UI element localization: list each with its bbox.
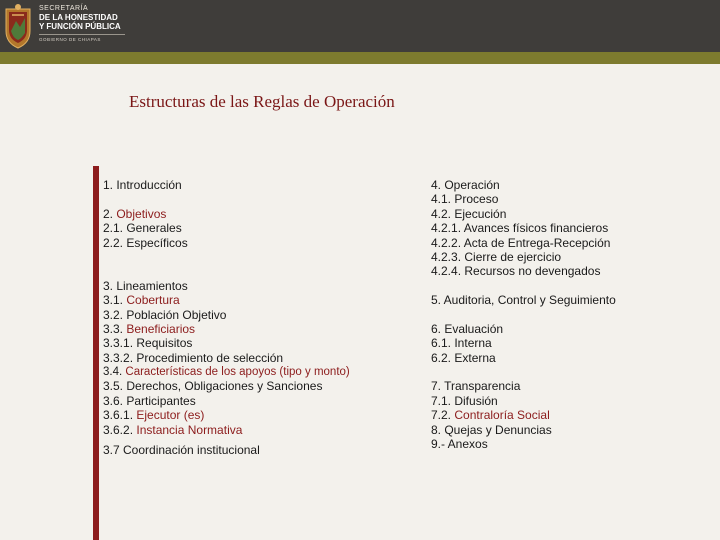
outline-item: 6. Evaluación <box>431 321 504 336</box>
brand-divider <box>39 34 125 35</box>
outline-highlight: Objetivos <box>116 206 167 221</box>
outline-highlight: Contraloría Social <box>454 408 550 423</box>
outline-item: 5. Auditoria, Control y Seguimiento <box>431 293 616 308</box>
left-outline-column <box>103 178 403 457</box>
outline-item: 3.2. Población Objetivo <box>103 307 227 322</box>
outline-highlight: Ejecutor (es) <box>136 408 205 423</box>
outline-item <box>103 207 403 221</box>
outline-item: 9.- Anexos <box>431 437 488 452</box>
outline-number: 3.6.1. <box>103 408 137 423</box>
left-accent-bar <box>93 166 99 540</box>
outline-number: 3.4. <box>103 366 126 379</box>
outline-item: 3.6. Participantes <box>103 393 196 408</box>
outline-item: 4.2.1. Avances físicos financieros <box>431 221 609 236</box>
outline-item: 4.2.3. Cierre de ejercicio <box>431 249 562 264</box>
outline-number: 3.3. <box>103 321 127 336</box>
outline-number: 7.2. <box>431 408 455 423</box>
brand-line-4: GOBIERNO DE CHIAPAS <box>39 37 101 42</box>
outline-number: 3.6.2. <box>103 422 137 437</box>
outline-item: 4.2. Ejecución <box>431 206 507 221</box>
state-seal-icon <box>3 3 33 49</box>
right-outline-column <box>431 178 711 451</box>
outline-item: 6.2. Externa <box>431 350 496 365</box>
outline-item: 8. Quejas y Denuncias <box>431 422 552 437</box>
brand-line-2: DE LA HONESTIDAD <box>39 13 118 22</box>
outline-item: 3.5. Derechos, Obligaciones y Sanciones <box>103 379 323 394</box>
outline-item: 3. Lineamientos <box>103 278 188 293</box>
outline-item: 2.2. Específicos <box>103 235 188 250</box>
outline-item <box>103 423 403 437</box>
outline-item: 3.3.2. Procedimiento de selección <box>103 350 284 365</box>
brand-text <box>39 4 125 43</box>
outline-item <box>103 365 403 379</box>
header-bar <box>0 0 720 52</box>
outline-highlight: Cobertura <box>126 293 180 308</box>
outline-item: 4.2.2. Acta de Entrega-Recepción <box>431 235 611 250</box>
outline-item: 4.2.4. Recursos no devengados <box>431 264 601 279</box>
page-title: Estructuras de las Reglas de Operación <box>129 92 395 111</box>
header-accent-stripe <box>0 52 720 64</box>
outline-item: 3.3.1. Requisitos <box>103 336 193 351</box>
outline-item <box>431 408 711 422</box>
outline-item: 6.1. Interna <box>431 336 492 351</box>
brand-line-3: Y FUNCIÓN PÚBLICA <box>39 22 121 31</box>
outline-number: 3.1. <box>103 293 127 308</box>
outline-number: 2. <box>103 206 117 221</box>
outline-item: 7.1. Difusión <box>431 393 498 408</box>
outline-item: 7. Transparencia <box>431 379 521 394</box>
outline-item: 4. Operación <box>431 178 500 192</box>
outline-item: 4.1. Proceso <box>431 192 499 207</box>
outline-item: 2.1. Generales <box>103 221 182 236</box>
outline-item <box>103 293 403 307</box>
brand-line-1: SECRETARÍA <box>39 5 89 12</box>
outline-highlight: Instancia Normativa <box>136 422 243 437</box>
outline-highlight: Beneficiarios <box>126 321 196 336</box>
outline-item: 3.7 Coordinación institucional <box>103 443 260 458</box>
outline-item <box>103 408 403 422</box>
outline-item <box>103 322 403 336</box>
outline-item: 1. Introducción <box>103 178 182 192</box>
outline-highlight: Características de los apoyos (tipo y monto) <box>125 366 350 379</box>
